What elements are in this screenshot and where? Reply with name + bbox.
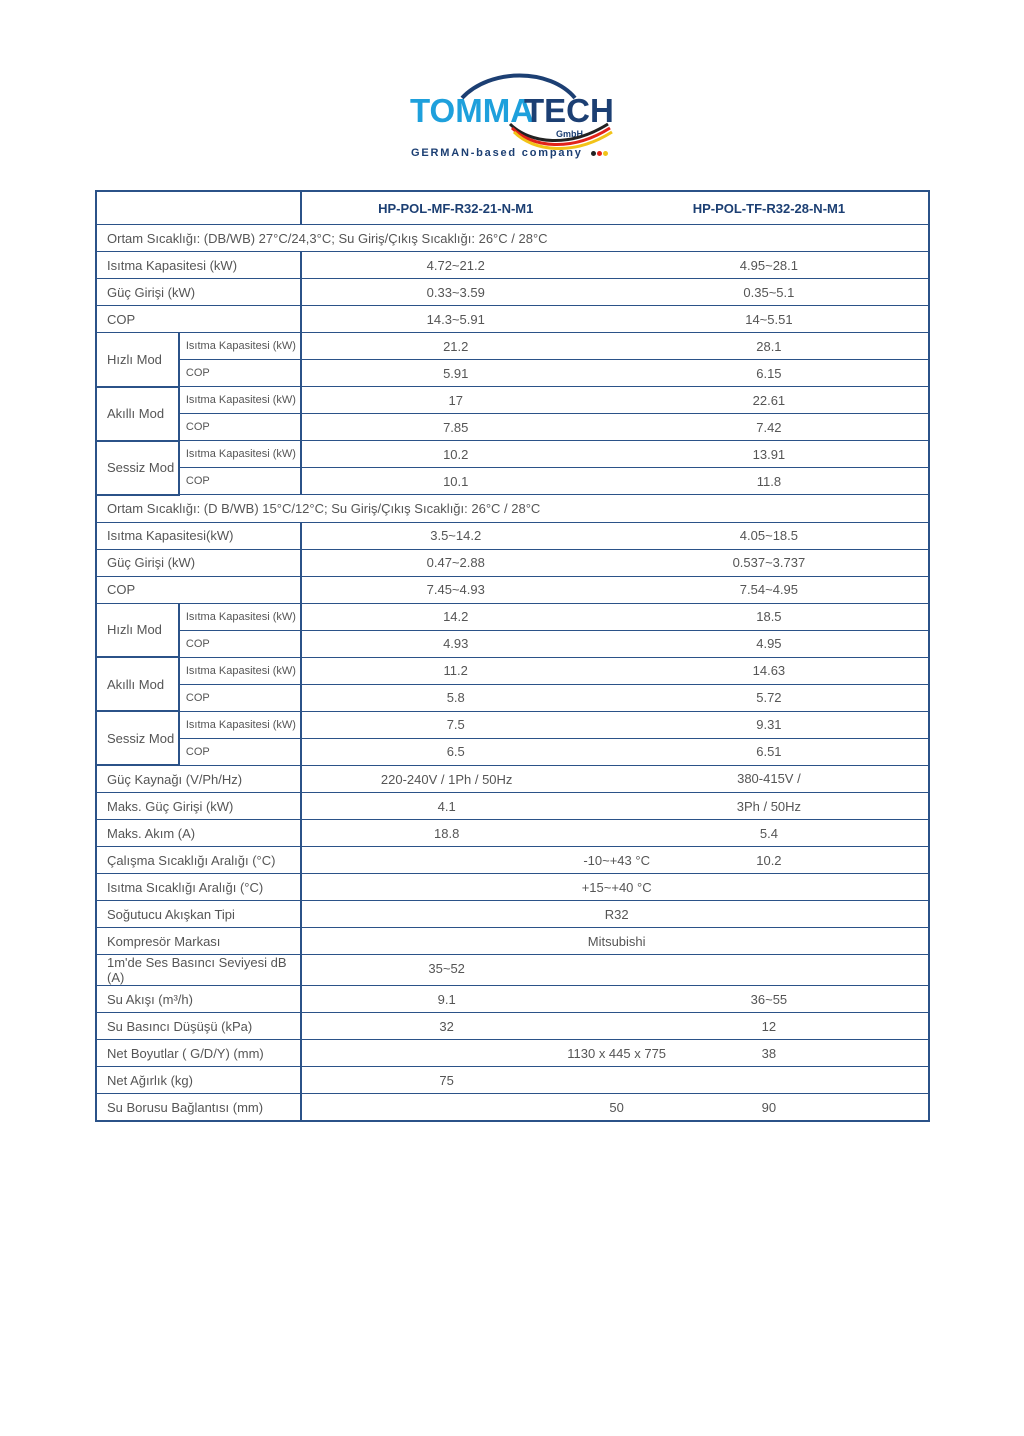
mode-row (96, 711, 929, 738)
spec-label: Isıtma Kapasitesi (kW) (96, 252, 301, 279)
model-1-value: 75 (439, 1073, 454, 1088)
model-1-value: 10.2 (301, 441, 610, 468)
spec-label: Maks. Güç Girişi (kW) (96, 793, 301, 820)
model-2-header: HP-POL-TF-R32-28-N-M1 (610, 191, 929, 225)
model-2-value: 18.5 (610, 603, 929, 630)
model-2-value: 22.61 (610, 387, 929, 414)
shared-value: 1130 x 445 x 775 (567, 1046, 667, 1061)
shared-value: 50 (609, 1100, 624, 1115)
general-spec-row (96, 955, 929, 986)
spec-label: 1m'de Ses Basıncı Seviyesi dB (A) (96, 955, 301, 986)
spec-row (96, 306, 929, 333)
model-1-value: 220-240V / 1Ph / 50Hz (380, 771, 513, 787)
model-2-value: 38 (610, 1040, 929, 1067)
model-1-value: 35~52 (428, 961, 465, 976)
general-spec-row (96, 793, 929, 820)
general-spec-row (96, 986, 929, 1013)
spec-label: Güç Girişi (kW) (96, 279, 301, 306)
model-1-value-cell (301, 1094, 624, 1122)
model-2-value: 4.95~28.1 (610, 252, 929, 279)
model-2-value: 14.63 (610, 657, 929, 684)
model-1-value: 7.85 (301, 414, 610, 441)
logo-tagline (411, 147, 608, 159)
mode-sub-label: Isıtma Kapasitesi (kW) (179, 441, 301, 468)
section-title-row (96, 225, 929, 252)
spec-label: Soğutucu Akışkan Tipi (96, 901, 301, 928)
general-spec-row (96, 1013, 929, 1040)
mode-name: Hızlı Mod (96, 333, 179, 387)
spec-table (95, 190, 930, 1122)
spec-label: Su Basıncı Düşüşü (kPa) (96, 1013, 301, 1040)
model-1-value: 3.5~14.2 (301, 522, 610, 549)
model-1-value-cell (301, 955, 610, 986)
spec-label: COP (96, 306, 301, 333)
model-2-value: 12 (610, 1013, 929, 1040)
general-spec-row (96, 901, 929, 928)
mode-sub-label: Isıtma Kapasitesi (kW) (179, 657, 301, 684)
general-spec-row (96, 1067, 929, 1094)
model-2-value (610, 1067, 929, 1094)
model-1-value-cell (301, 901, 629, 928)
model-2-value: 9.31 (610, 711, 929, 738)
model-2-value: 5.72 (610, 684, 929, 711)
model-2-value: 7.54~4.95 (610, 576, 929, 603)
spec-label: Isıtma Kapasitesi(kW) (96, 522, 301, 549)
spec-row (96, 522, 929, 549)
logo-graphic (400, 72, 630, 150)
model-1-value: 5.8 (301, 684, 610, 711)
model-2-value: 4.95 (610, 630, 929, 657)
mode-sub-label: COP (179, 684, 301, 711)
section-title: Ortam Sıcaklığı: (D B/WB) 15°C/12°C; Su Giriş/Çıkış Sıcaklığı: 26°C / 28°C (96, 495, 929, 523)
spec-label: Net Ağırlık (kg) (96, 1067, 301, 1094)
mode-sub-label: COP (179, 360, 301, 387)
mode-sub-label: Isıtma Kapasitesi (kW) (179, 603, 301, 630)
mode-name: Sessiz Mod (96, 441, 179, 495)
spec-row (96, 549, 929, 576)
spec-row (96, 279, 929, 306)
model-1-value: 32 (439, 1019, 454, 1034)
spec-row (96, 576, 929, 603)
spec-label: Maks. Akım (A) (96, 820, 301, 847)
mode-name: Akıllı Mod (96, 657, 179, 711)
mode-name: Sessiz Mod (96, 711, 179, 765)
spec-label: Kompresör Markası (96, 928, 301, 955)
model-1-value-cell (301, 986, 610, 1013)
mode-row (96, 387, 929, 414)
mode-row (96, 603, 929, 630)
model-1-value: 11.2 (301, 657, 610, 684)
model-1-value-cell (301, 847, 650, 874)
model-2-value: 6.15 (610, 360, 929, 387)
model-1-value: 5.91 (301, 360, 610, 387)
model-2-value: 13.91 (610, 441, 929, 468)
model-1-value-cell (301, 1013, 610, 1040)
model-2-value: 5.4 (610, 820, 929, 847)
model-1-header: HP-POL-MF-R32-21-N-M1 (301, 191, 610, 225)
shared-value: +15~+40 °C (581, 880, 652, 895)
model-1-value: 4.1 (437, 799, 456, 814)
model-2-value: 90 (610, 1094, 929, 1122)
general-spec-row (96, 847, 929, 874)
model-2-value: 3Ph / 50Hz (610, 793, 929, 820)
model-1-value: 21.2 (301, 333, 610, 360)
mode-row (96, 414, 929, 441)
mode-sub-label: COP (179, 468, 301, 495)
mode-sub-label: Isıtma Kapasitesi (kW) (179, 711, 301, 738)
spec-label: Isıtma Sıcaklığı Aralığı (°C) (96, 874, 301, 901)
model-1-value: 4.72~21.2 (301, 252, 610, 279)
mode-row (96, 630, 929, 657)
general-spec-row (96, 1040, 929, 1067)
model-2-value: 380-415V / (610, 765, 929, 793)
model-1-value: 14.3~5.91 (301, 306, 610, 333)
tagline-text: GERMAN-based company (411, 147, 583, 159)
mode-sub-label: Isıtma Kapasitesi (kW) (179, 333, 301, 360)
model-1-value: 4.93 (301, 630, 610, 657)
model-1-value: 18.8 (434, 826, 460, 841)
spec-label: Su Borusu Bağlantısı (mm) (96, 1094, 301, 1122)
spec-label: Güç Kaynağı (V/Ph/Hz) (96, 765, 301, 793)
model-1-value: 17 (301, 387, 610, 414)
model-1-value: 0.33~3.59 (301, 279, 610, 306)
model-1-value-cell (301, 1067, 610, 1094)
shared-value: Mitsubishi (587, 934, 646, 949)
mode-row (96, 441, 929, 468)
spec-label: Su Akışı (m³/h) (96, 986, 301, 1013)
model-2-value: 11.8 (610, 468, 929, 495)
spec-label: COP (96, 576, 301, 603)
shared-value: -10~+43 °C (583, 853, 650, 868)
model-1-value: 9.1 (437, 992, 456, 1007)
model-1-value: 10.1 (301, 468, 610, 495)
model-1-value-cell (301, 820, 610, 847)
model-2-value: 10.2 (610, 847, 929, 874)
model-2-value: 7.42 (610, 414, 929, 441)
header-row (96, 191, 929, 225)
header-empty-cell (96, 191, 301, 225)
section-title-row (96, 495, 929, 523)
mode-sub-label: COP (179, 630, 301, 657)
mode-name: Hızlı Mod (96, 603, 179, 657)
logo-text-tech: TECH (524, 92, 614, 129)
model-1-value-cell (301, 793, 610, 820)
general-spec-row (96, 928, 929, 955)
tagline-dots-icon (590, 147, 608, 159)
general-spec-row (96, 765, 929, 793)
shared-value: R32 (604, 907, 629, 922)
model-2-value: 0.537~3.737 (610, 549, 929, 576)
logo-text-tomma: TOMMA (410, 92, 535, 129)
mode-row (96, 360, 929, 387)
model-1-value: 7.45~4.93 (301, 576, 610, 603)
mode-sub-label: COP (179, 414, 301, 441)
mode-row (96, 657, 929, 684)
model-1-value: 14.2 (301, 603, 610, 630)
mode-row (96, 684, 929, 711)
mode-row (96, 468, 929, 495)
spec-label: Çalışma Sıcaklığı Aralığı (°C) (96, 847, 301, 874)
mode-sub-label: COP (179, 738, 301, 765)
model-1-value: 0.47~2.88 (301, 549, 610, 576)
model-2-value: 36~55 (610, 986, 929, 1013)
logo-text-gmbh: GmbH (556, 129, 583, 139)
section-title: Ortam Sıcaklığı: (DB/WB) 27°C/24,3°C; Su Giriş/Çıkış Sıcaklığı: 26°C / 28°C (96, 225, 929, 252)
spec-row (96, 252, 929, 279)
model-1-value: 6.5 (301, 738, 610, 765)
model-1-value-cell (301, 874, 652, 901)
spec-label: Güç Girişi (kW) (96, 549, 301, 576)
mode-row (96, 333, 929, 360)
mode-row (96, 738, 929, 765)
model-2-value: 0.35~5.1 (610, 279, 929, 306)
general-spec-row (96, 1094, 929, 1122)
mode-name: Akıllı Mod (96, 387, 179, 441)
model-2-value (610, 955, 929, 986)
model-1-value-cell (301, 765, 610, 793)
general-spec-row (96, 874, 929, 901)
spec-label: Net Boyutlar ( G/D/Y) (mm) (96, 1040, 301, 1067)
model-2-value: 28.1 (610, 333, 929, 360)
model-2-value: 6.51 (610, 738, 929, 765)
mode-sub-label: Isıtma Kapasitesi (kW) (179, 387, 301, 414)
general-spec-row (96, 820, 929, 847)
model-1-value-cell (301, 928, 646, 955)
model-1-value: 7.5 (301, 711, 610, 738)
model-2-value: 14~5.51 (610, 306, 929, 333)
model-2-value: 4.05~18.5 (610, 522, 929, 549)
model-1-value-cell (301, 1040, 667, 1067)
